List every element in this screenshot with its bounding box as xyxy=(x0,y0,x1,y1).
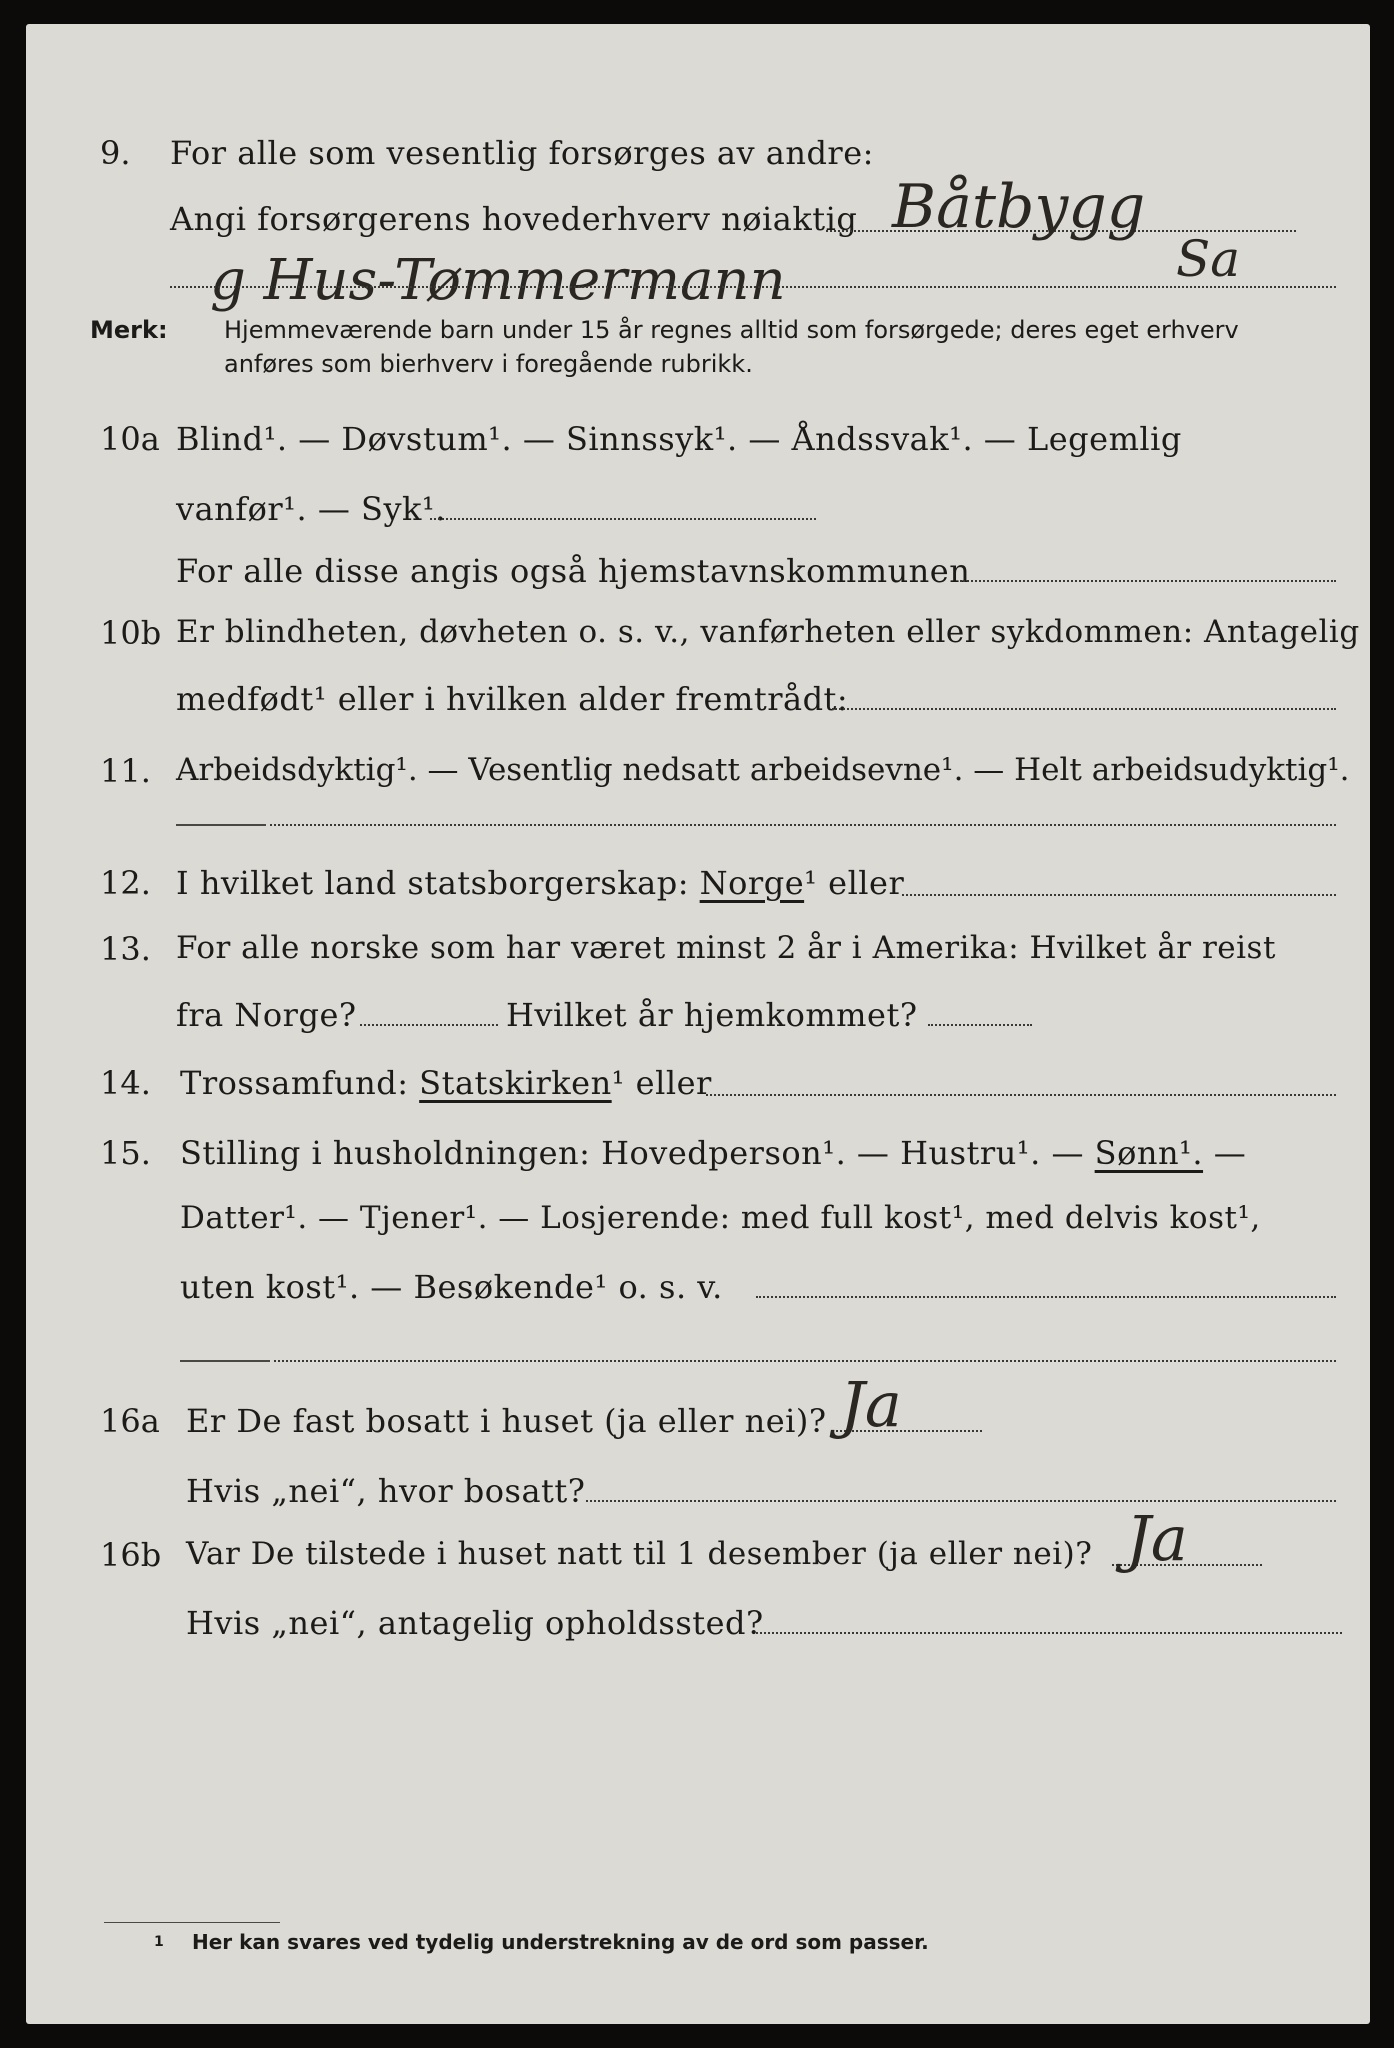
q10a-answer-line2 xyxy=(960,580,1336,582)
q14-prefix: Trossamfund: xyxy=(180,1064,409,1102)
q9-number: 9. xyxy=(100,134,131,172)
q15-question-line2: Datter¹. — Tjener¹. — Losjerende: med full kost¹, med delvis kost¹, xyxy=(180,1200,1261,1236)
q16a-handwritten-answer: Ja xyxy=(840,1368,902,1441)
q12-number: 12. xyxy=(100,864,151,902)
q15-line1-prefix: Stilling i husholdningen: Hovedperson¹. — Hustru¹. — xyxy=(180,1134,1084,1172)
q16a-answer-line2 xyxy=(586,1500,1336,1502)
q13-number: 13. xyxy=(100,930,151,968)
q15-short-rule xyxy=(180,1360,270,1362)
q15-underlined-answer: Sønn¹. xyxy=(1094,1134,1204,1172)
q14-suffix: ¹ eller xyxy=(611,1064,712,1102)
q10a-question-line1: Blind¹. — Døvstum¹. — Sinnssyk¹. — Åndssvak¹. — Legemlig xyxy=(176,420,1182,458)
q15-line1-suffix: — xyxy=(1213,1134,1247,1172)
q15-number: 15. xyxy=(100,1134,151,1172)
q16a-question-line2: Hvis „nei“, hvor bosatt? xyxy=(186,1472,586,1510)
q10a-answer-line1 xyxy=(430,518,816,520)
q13-answer-line1 xyxy=(360,1024,498,1026)
q9-answer-line2 xyxy=(170,286,1336,288)
q10a-question-line3: For alle disse angis også hjemstavnskommunen xyxy=(176,552,971,590)
q12-answer-line xyxy=(902,894,1336,896)
q9-handwritten-initials: Sa xyxy=(1176,230,1241,288)
q14-underlined-answer: Statskirken xyxy=(419,1064,612,1102)
q16b-question-line1: Var De tilstede i huset natt til 1 desember (ja eller nei)? xyxy=(186,1536,1093,1572)
q16b-answer-line2 xyxy=(756,1632,1342,1634)
q11-question-line1: Arbeidsdyktig¹. — Vesentlig nedsatt arbeidsevne¹. — Helt arbeidsudyktig¹. xyxy=(176,752,1350,788)
q11-answer-line xyxy=(270,824,1336,826)
q9-question-line1: For alle som vesentlig forsørges av andre: xyxy=(170,134,874,172)
merk-text-line2: anføres som bierhverv i foregående rubrikk. xyxy=(224,350,753,378)
footnote-mark: 1 xyxy=(154,1934,164,1950)
q13-question-line2b: Hvilket år hjemkommet? xyxy=(506,996,918,1034)
q16b-number: 16b xyxy=(100,1536,162,1574)
q14-question xyxy=(180,1064,712,1102)
q10b-answer-line xyxy=(832,708,1336,710)
q10b-question-line1: Er blindheten, døvheten o. s. v., vanførheten eller sykdommen: Antagelig xyxy=(176,614,1360,650)
q10a-number: 10a xyxy=(100,420,160,458)
q11-number: 11. xyxy=(100,752,151,790)
q11-short-rule xyxy=(176,824,266,826)
census-form-page xyxy=(26,24,1370,2024)
q12-question xyxy=(176,864,904,902)
q10b-question-line2: medfødt¹ eller i hvilken alder fremtrådt: xyxy=(176,680,849,718)
q14-number: 14. xyxy=(100,1064,151,1102)
q9-handwritten-answer2: g Hus-Tømmermann xyxy=(210,248,786,313)
q9-question-line2: Angi forsørgerens hovederhverv nøiaktig xyxy=(170,200,858,238)
merk-text-line1: Hjemmeværende barn under 15 år regnes alltid som forsørgede; deres eget erhverv xyxy=(224,316,1239,344)
merk-label: Merk: xyxy=(90,316,168,344)
q12-prefix: I hvilket land statsborgerskap: xyxy=(176,864,689,902)
q14-answer-line xyxy=(706,1094,1336,1096)
q12-underlined-answer: Norge xyxy=(699,864,805,902)
q13-answer-line2 xyxy=(928,1024,1032,1026)
q16a-question-line1: Er De fast bosatt i huset (ja eller nei)? xyxy=(186,1402,827,1440)
q10b-number: 10b xyxy=(100,614,162,652)
q10a-question-line2: vanfør¹. — Syk¹. xyxy=(176,490,446,528)
q16b-question-line2: Hvis „nei“, antagelig opholdssted? xyxy=(186,1604,764,1642)
footnote-rule xyxy=(104,1922,280,1923)
q15-answer-line2 xyxy=(274,1360,1336,1362)
q13-question-line2a: fra Norge? xyxy=(176,996,357,1034)
q15-answer-line1 xyxy=(756,1296,1336,1298)
footnote-text: Her kan svares ved tydelig understrekning av de ord som passer. xyxy=(192,1930,929,1954)
q15-question-line1 xyxy=(180,1134,1246,1172)
q15-question-line3: uten kost¹. — Besøkende¹ o. s. v. xyxy=(180,1268,723,1306)
q9-handwritten-answer1: Båtbygg xyxy=(892,172,1146,242)
q16a-number: 16a xyxy=(100,1402,160,1440)
q12-suffix: ¹ eller xyxy=(804,864,905,902)
q16b-handwritten-answer: Ja xyxy=(1126,1502,1188,1575)
q13-question-line1: For alle norske som har været minst 2 år i Amerika: Hvilket år reist xyxy=(176,930,1276,966)
